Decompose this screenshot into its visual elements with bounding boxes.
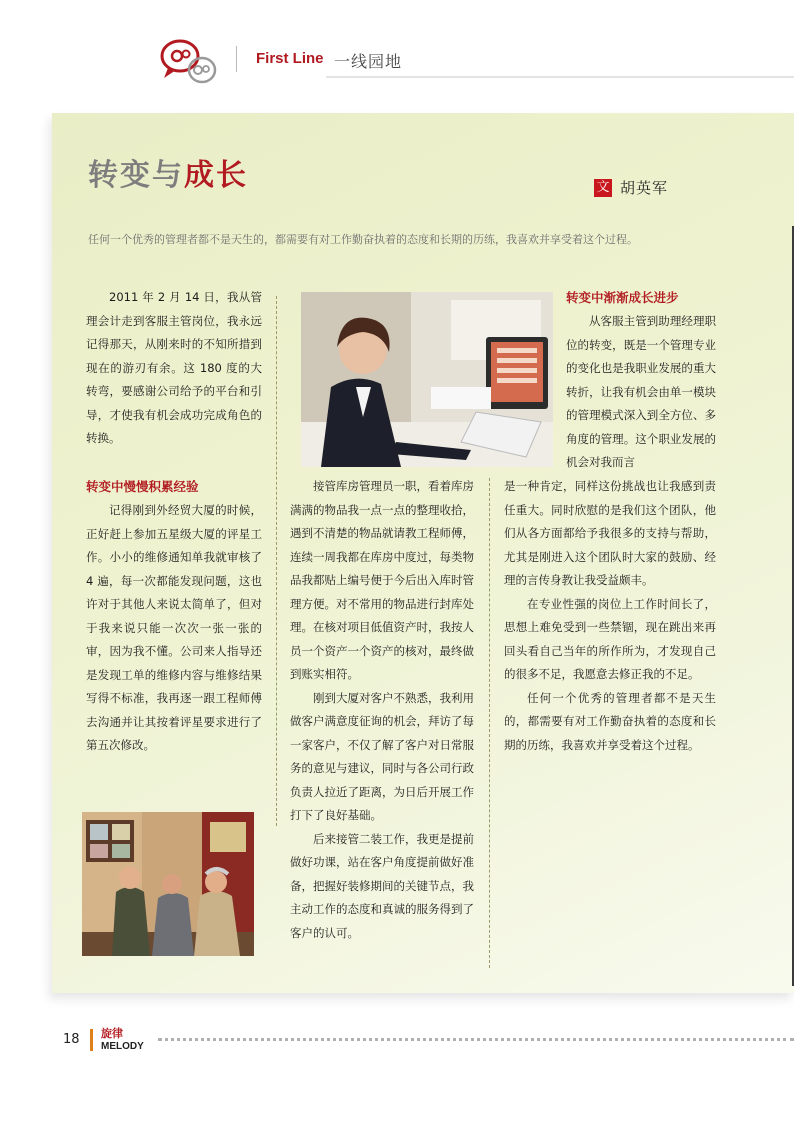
- paragraph: 记得刚到外经贸大厦的时候，正好赶上参加五星级大厦的评星工作。小小的维修通知单我就审核了 4 遍，每一次都能发现问题，这也许对于其他人来说太简单了，但对于我来说只能一次次一张一张的审，因为我不懂。公司来人指导还是发现工单的维修内容与维修结果写得不标准，我再逐一跟工程师傅去沟通并让其按着评星要求进行了第五次修改。: [86, 503, 262, 752]
- magazine-name-cn: 旋律: [101, 1027, 123, 1040]
- title-part-1: 转变与: [88, 158, 184, 193]
- column-1-body: [86, 475, 262, 758]
- byline: [594, 177, 668, 198]
- section-heading: 转变中渐渐成长进步: [566, 290, 679, 305]
- column-divider: [276, 296, 278, 826]
- footer-accent-bar: [90, 1029, 93, 1051]
- magazine-logo-icon: [158, 36, 220, 88]
- paragraph: 后来接管二装工作，我更是提前做好功课，站在客户角度提前做好准备，把握好装修期间的关键节点，我主动工作的态度和真诚的服务得到了客户的认可。: [290, 831, 474, 940]
- author-tag-badge: 文: [594, 179, 612, 197]
- title-part-2: 成长: [184, 158, 248, 193]
- article-title: [88, 150, 248, 194]
- section-title-en: First Line: [256, 50, 324, 67]
- paragraph-continued: 是一种肯定，同样这份挑战也让我感到责任重大。同时欣慰的是我们这个团队，他们从各方面都给予我很多的支持与帮助，尤其是刚进入这个团队时大家的鼓励、经理的言传身教让我受益颇丰。: [504, 479, 716, 587]
- footer-dotted-rule: [158, 1038, 794, 1041]
- header-divider: [236, 46, 237, 72]
- paragraph: 接管库房管理员一职，看着库房满满的物品我一点一点的整理收拾，遇到不清楚的物品就请教工程师傅，连续一周我都在库房中度过，每类物品我都贴上编号便于今后出入库时管理方便。对不常用的物品进行封库处理。在核对项目低值资产时，我按人员一个资产一个资产的核对，最终做到账实相符。: [290, 479, 474, 681]
- column-1-intro: [86, 286, 262, 451]
- article-lead: 任何一个优秀的管理者都不是天生的，都需要有对工作勤奋执着的态度和长期的历练，我喜欢并享受着这个过程。: [88, 233, 638, 246]
- paragraph: 在专业性强的岗位上工作时间长了，思想上难免受到一些禁锢，现在跳出来再回头看自己当年的所作所为，才发现自己的很多不足，我愿意去修正我的不足。: [504, 596, 716, 681]
- column-3-top: [566, 286, 716, 475]
- column-2: [290, 475, 474, 945]
- header-rule: [326, 76, 794, 78]
- office-worker-photo: [301, 292, 553, 467]
- paragraph: 刚到大厦对客户不熟悉，我利用做客户满意度征询的机会，拜访了每一家客户，不仅了解了客户对日常服务的意见与建议，同时与各公司行政负责人拉近了距离，为日后开展工作打下了良好基础。: [290, 690, 474, 822]
- section-heading: 转变中慢慢积累经验: [86, 479, 199, 494]
- author-name: 胡英军: [620, 179, 669, 197]
- magazine-name-en: MELODY: [101, 1041, 144, 1052]
- page-number: 18: [63, 1032, 80, 1047]
- paragraph: 2011 年 2 月 14 日，我从管理会计走到客服主管岗位，我永远记得那天，从刚来时的不知所措到现在的游刃有余。这 180 度的大转弯，要感谢公司给予的平台和引导，才使我有机会成功完成角色的转换。: [86, 290, 262, 445]
- column-3-body: [504, 475, 716, 757]
- column-divider: [489, 478, 491, 968]
- paragraph: 任何一个优秀的管理者都不是天生的，都需要有对工作勤奋执着的态度和长期的历练，我喜欢并享受着这个过程。: [504, 690, 716, 752]
- team-meeting-photo: [82, 812, 254, 956]
- section-title-cn: 一线园地: [334, 52, 403, 71]
- paragraph: 从客服主管到助理经理职位的转变，既是一个管理专业的变化也是我职业发展的重大转折，让我有机会由单一模块的管理模式深入到全方位、多角度的管理。这个职业发展的机会对我而言: [566, 314, 716, 469]
